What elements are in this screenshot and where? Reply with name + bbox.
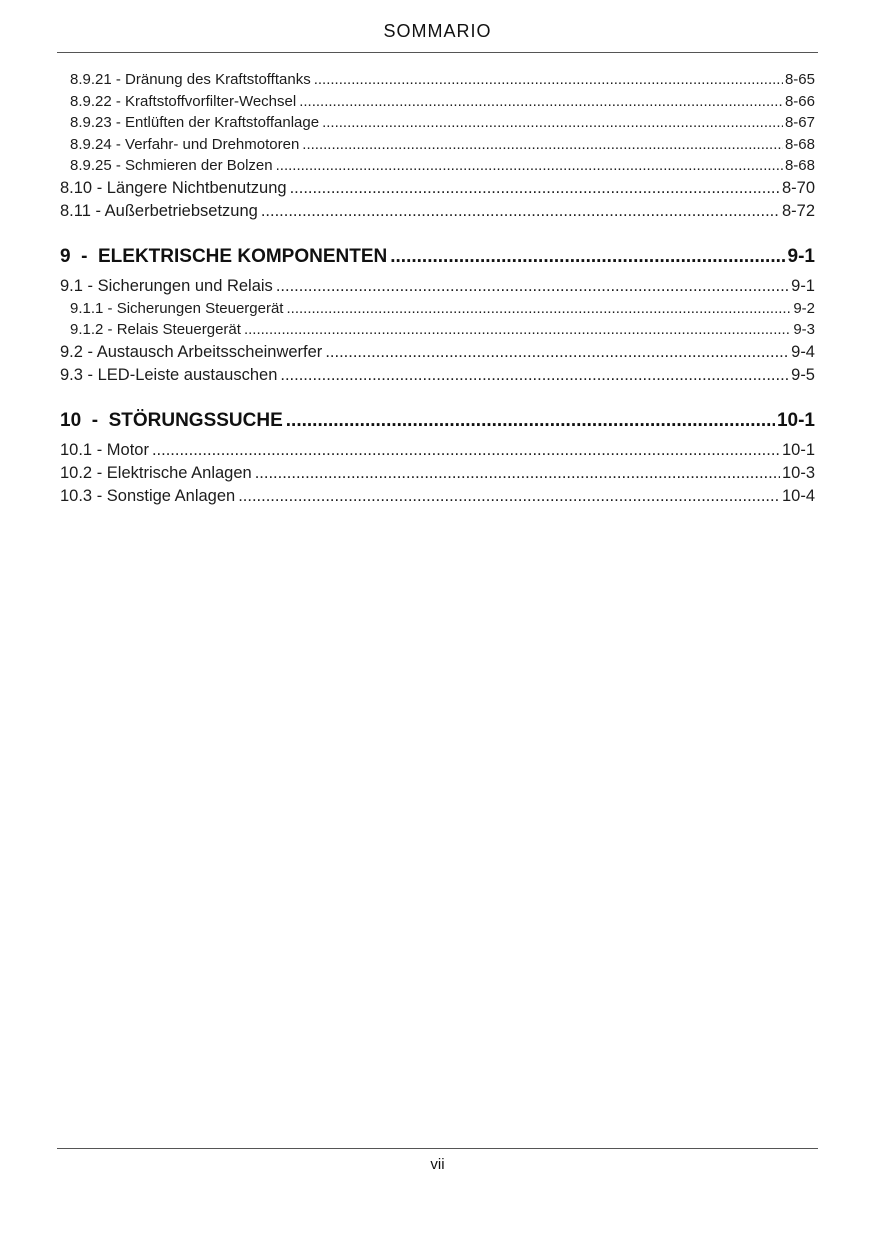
toc-entry-label: 10 - STÖRUNGSSUCHE xyxy=(60,409,283,431)
toc-section-heading xyxy=(60,409,815,433)
toc-entry xyxy=(60,275,815,298)
toc-entry-label: 8.10 - Längere Nichtbenutzung xyxy=(60,178,287,197)
toc-entry-page: 8-70 xyxy=(781,178,815,197)
toc-entry-page: 8-67 xyxy=(784,114,815,131)
toc-section-heading xyxy=(60,245,815,269)
toc-entry-label: 8.9.24 - Verfahr- und Drehmotoren xyxy=(70,135,300,153)
toc-entry-page: 9-1 xyxy=(791,276,815,295)
toc-entry xyxy=(60,177,815,200)
toc-entry xyxy=(60,134,815,156)
toc-entry-label: 8.11 - Außerbetriebsetzung xyxy=(60,201,258,220)
toc-entry-label: 9.1.2 - Relais Steuergerät xyxy=(70,321,241,338)
dot-leader xyxy=(286,298,791,320)
dot-leader xyxy=(302,134,783,156)
dot-leader xyxy=(276,155,783,177)
toc-entry xyxy=(60,341,815,364)
toc-entry-page: 9-1 xyxy=(787,245,815,267)
toc-entry xyxy=(60,462,815,485)
toc-entry-page: 10-1 xyxy=(776,409,815,431)
toc-entry xyxy=(60,69,815,91)
toc-entry xyxy=(60,200,815,223)
toc-entry-page: 8-66 xyxy=(784,92,815,110)
toc-entry-page: 8-72 xyxy=(781,201,815,220)
toc-entry-page: 10-3 xyxy=(781,463,815,482)
toc-entry xyxy=(60,155,815,177)
dot-leader xyxy=(286,409,775,433)
toc-entry-page: 10-1 xyxy=(781,440,815,459)
toc-entry-label: 10.2 - Elektrische Anlagen xyxy=(60,463,252,482)
page-title: SOMMARIO xyxy=(383,21,492,41)
toc-entry-page: 8-65 xyxy=(784,71,815,88)
toc-entry-page: 8-68 xyxy=(784,157,815,174)
toc-entry-page: 10-4 xyxy=(781,486,815,505)
toc-entry-label: 8.9.23 - Entlüften der Kraftstoffanlage xyxy=(70,114,320,131)
toc-entry xyxy=(60,364,815,387)
dot-leader xyxy=(244,319,791,341)
toc-entry-label: 9.1 - Sicherungen und Relais xyxy=(60,276,273,295)
dot-leader xyxy=(280,364,789,387)
dot-leader xyxy=(322,112,783,134)
toc-entry-label: 9.3 - LED-Leiste austauschen xyxy=(60,365,278,384)
dot-leader xyxy=(152,439,780,462)
dot-leader xyxy=(390,245,785,269)
toc-entry-label: 10.3 - Sonstige Anlagen xyxy=(60,486,236,505)
toc-entry xyxy=(60,439,815,462)
toc-entry-page: 9-4 xyxy=(791,342,815,361)
dot-leader xyxy=(238,485,780,508)
toc-entry-label: 9 - ELEKTRISCHE KOMPONENTEN xyxy=(60,245,388,267)
toc-entry xyxy=(60,298,815,320)
toc-entry-label: 10.1 - Motor xyxy=(60,440,149,459)
toc-entry xyxy=(60,112,815,134)
toc-entry-label: 8.9.25 - Schmieren der Bolzen xyxy=(70,157,273,174)
footer-page-number: vii xyxy=(430,1156,445,1173)
dot-leader xyxy=(299,91,783,113)
toc-entry xyxy=(60,485,815,508)
dot-leader xyxy=(276,275,789,298)
toc-entry-label: 8.9.22 - Kraftstoffvorfilter-Wechsel xyxy=(70,92,297,110)
toc-entry xyxy=(60,91,815,113)
toc-entry-label: 8.9.21 - Dränung des Kraftstofftanks xyxy=(70,71,311,88)
table-of-contents xyxy=(60,69,815,508)
toc-entry-page: 9-3 xyxy=(793,321,815,338)
page-footer xyxy=(57,1148,818,1173)
toc-entry-page: 9-2 xyxy=(793,299,815,317)
toc-entry-page: 8-68 xyxy=(784,135,815,153)
dot-leader xyxy=(255,462,780,485)
header-divider xyxy=(57,52,818,53)
dot-leader xyxy=(290,177,780,200)
toc-entry-page: 9-5 xyxy=(791,365,815,384)
toc-entry-label: 9.2 - Austausch Arbeitsscheinwerfer xyxy=(60,342,323,361)
toc-entry-label: 9.1.1 - Sicherungen Steuergerät xyxy=(70,299,284,317)
dot-leader xyxy=(325,341,789,364)
toc-entry xyxy=(60,319,815,341)
dot-leader xyxy=(314,69,783,91)
dot-leader xyxy=(261,200,780,223)
